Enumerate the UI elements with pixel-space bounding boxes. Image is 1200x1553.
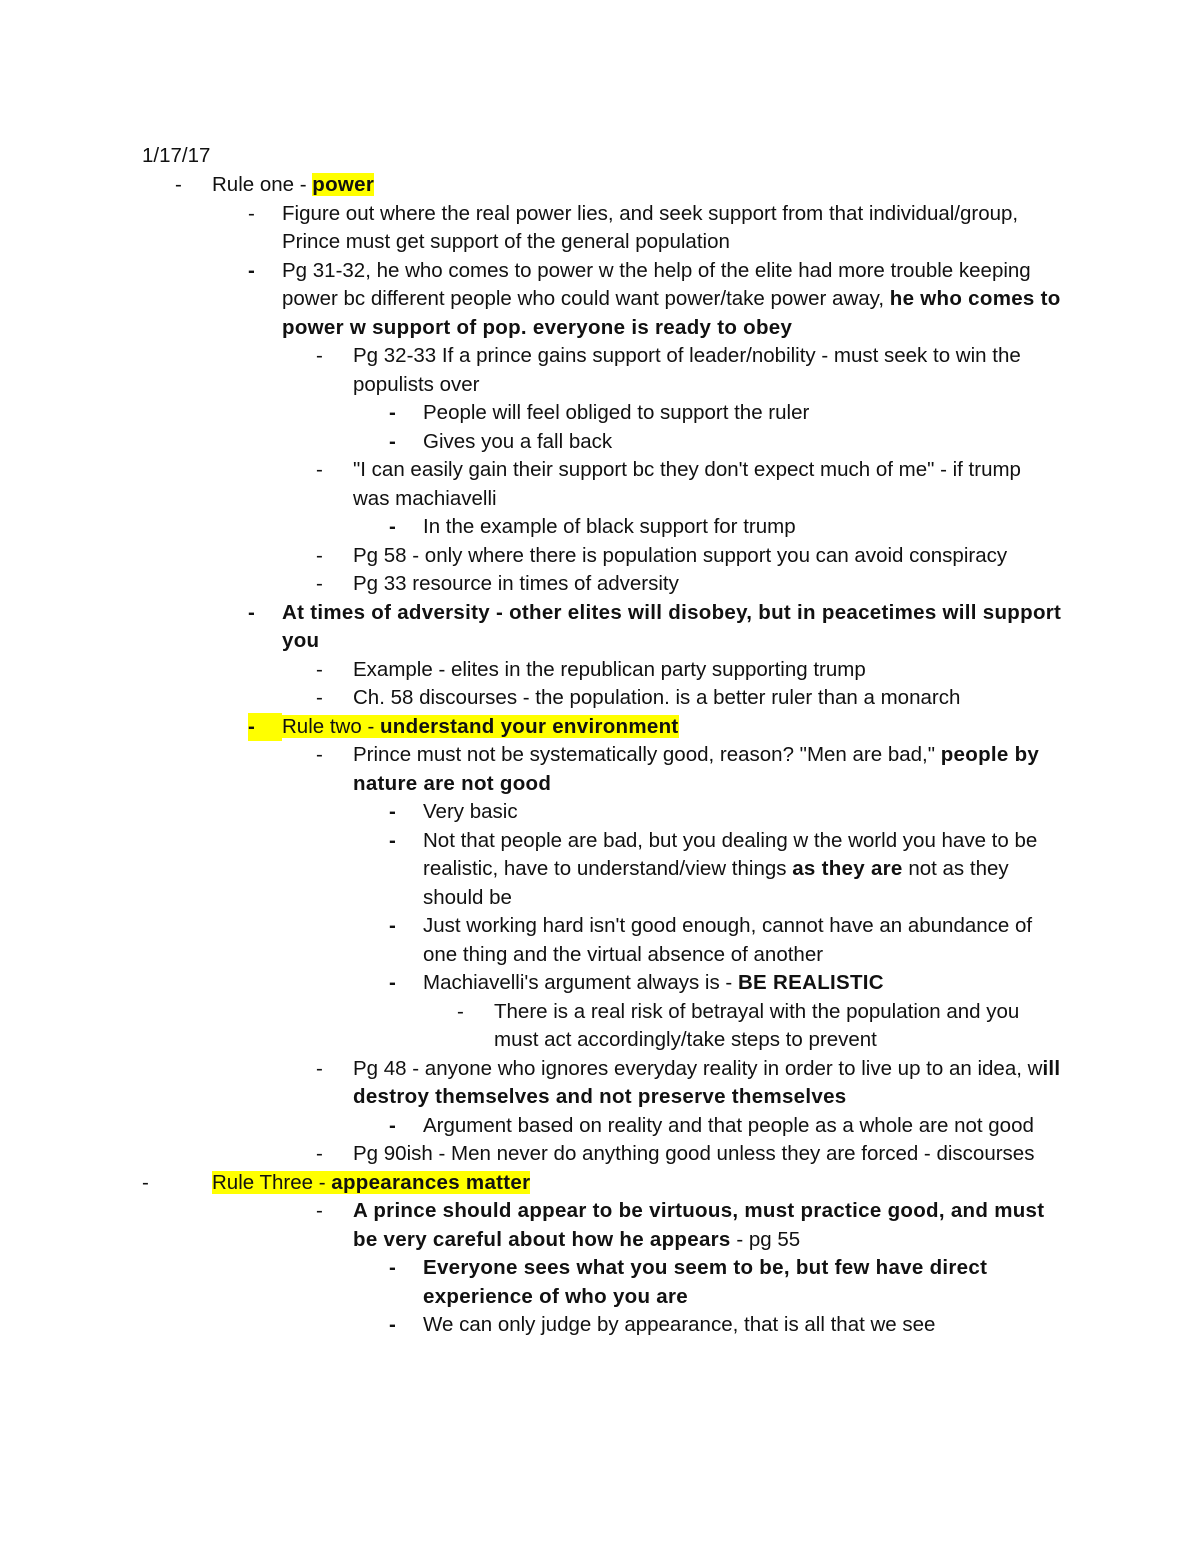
- bullet-dash: -: [316, 743, 323, 766]
- bullet-dash: -: [457, 999, 464, 1023]
- highlighted-text: Rule two -: [282, 714, 380, 738]
- item-text: Very basic: [423, 800, 518, 823]
- item-text: Everyone sees what you seem to be, but few have direct experience of who you are: [423, 1256, 988, 1308]
- item-text: Pg 90ish - Men never do anything good unless they are forced - discourses: [353, 1142, 1035, 1165]
- item-text: ill destroy themselves and not preserve themselves: [353, 1056, 1061, 1108]
- item-text: There is a real risk of betrayal with the population and you must act accordingly/take steps to prevent: [494, 999, 1020, 1051]
- outline-item: [494, 998, 1062, 1055]
- item-text: People will feel obliged to support the ruler: [423, 401, 810, 424]
- bullet-dash: -: [316, 1056, 323, 1080]
- item-text: Pg 58 - only where there is population support you can avoid conspiracy: [353, 543, 1008, 567]
- outline-item: [353, 570, 1062, 599]
- bullet-dash: -: [248, 258, 255, 282]
- item-text: Prince must not be systematically good, reason? "Men are bad,": [353, 743, 941, 766]
- bullet-dash: -: [389, 1113, 396, 1137]
- bullet-dash: -: [389, 429, 396, 453]
- item-text: Pg 33 resource in times of adversity: [353, 572, 679, 595]
- outline-item: [282, 713, 1062, 742]
- outline-item: [282, 599, 1062, 656]
- outline-item: [423, 399, 1062, 428]
- bullet-dash: -: [316, 657, 323, 681]
- item-text: - pg 55: [730, 1227, 801, 1251]
- item-text: In the example of black support for trump: [423, 515, 796, 538]
- item-text: Just working hard isn't good enough, cannot have an abundance of one thing and the virtual absence of another: [423, 914, 1033, 966]
- bullet-dash: -: [389, 828, 396, 852]
- bullet-dash: -: [389, 1256, 396, 1279]
- item-text: Pg 32-33 If a prince gains support of leader/nobility - must seek to win the populists over: [353, 344, 1021, 396]
- highlighted-text: power: [312, 173, 375, 196]
- outline-item: [353, 1140, 1062, 1169]
- item-text: not as they should be: [423, 857, 1009, 909]
- outline-item: [353, 342, 1062, 399]
- bullet-dash: -: [316, 1142, 323, 1165]
- item-text: At times of adversity - other elites will disobey, but in peacetimes will support you: [282, 600, 1062, 652]
- item-text: Pg 48 - anyone who ignores everyday reality in order to live up to an idea, w: [353, 1056, 1043, 1080]
- outline-item: [353, 656, 1062, 685]
- item-text: BE REALISTIC: [737, 971, 884, 994]
- item-text: Pg 31-32, he who comes to power w the help of the elite had more trouble keeping power bc different people who could want power/take power away,: [282, 258, 1031, 310]
- item-text: he who comes to power w support of pop. everyone is ready to obey: [282, 287, 1061, 339]
- outline-item: [282, 200, 1062, 257]
- bullet-dash: -: [248, 600, 255, 624]
- item-text: Example - elites in the republican party supporting trump: [353, 657, 866, 681]
- highlighted-text: Rule Three -: [212, 1170, 332, 1194]
- outline-item: [353, 1055, 1062, 1112]
- bullet-dash: -: [248, 201, 255, 225]
- bullet-dash: -: [389, 800, 396, 823]
- highlighted-text: appearances matter: [331, 1170, 531, 1194]
- bullet-dash: -: [389, 401, 396, 424]
- highlighted-text: understand your environment: [379, 714, 679, 738]
- outline-item: [423, 513, 1062, 542]
- item-text: Ch. 58 discourses - the population. is a better ruler than a monarch: [353, 686, 961, 709]
- item-text: Rule one -: [212, 173, 313, 196]
- outline-item: [353, 684, 1062, 713]
- item-text: people by nature are not good: [353, 743, 1040, 795]
- bullet-dash: -: [389, 515, 396, 538]
- bullet-dash: -: [316, 344, 323, 367]
- bullet-dash: -: [316, 1199, 323, 1222]
- bullet-dash: -: [389, 971, 396, 994]
- outline-item: [212, 1169, 1062, 1198]
- item-text: Argument based on reality and that people as a whole are not good: [423, 1113, 1034, 1137]
- item-text: Figure out where the real power lies, and seek support from that individual/group, Prince must get support of the general population: [282, 201, 1019, 253]
- item-text: Gives you a fall back: [423, 429, 613, 453]
- bullet-dash: -: [389, 1313, 396, 1336]
- item-text: Machiavelli's argument always is -: [423, 971, 738, 994]
- outline-item: [423, 1112, 1062, 1141]
- bullet-dash: -: [316, 543, 323, 567]
- outline-item: [353, 1197, 1062, 1254]
- outline-item: [423, 798, 1062, 827]
- outline-item: [353, 542, 1062, 571]
- item-text: A prince should appear to be virtuous, must practice good, and must be very careful about how he appears: [353, 1199, 1045, 1251]
- bullet-dash: -: [248, 713, 282, 742]
- bullet-dash: -: [316, 458, 323, 481]
- item-text: Not that people are bad, but you dealing w the world you have to be realistic, have to understand/view things: [423, 828, 1038, 880]
- outline-item: [423, 428, 1062, 457]
- outline-item: [423, 969, 1062, 998]
- outline-item: [282, 257, 1062, 343]
- bullet-dash: -: [142, 1170, 149, 1194]
- note-date: 1/17/17: [142, 144, 211, 167]
- bullet-dash: -: [316, 572, 323, 595]
- bullet-dash: -: [316, 686, 323, 709]
- outline-item: [423, 1254, 1062, 1311]
- outline-item: [423, 912, 1062, 969]
- outline-item: [423, 827, 1062, 913]
- item-text: as they are: [792, 857, 903, 880]
- item-text: "I can easily gain their support bc they don't expect much of me" - if trump was machiavelli: [353, 458, 1021, 510]
- outline-item: [353, 456, 1062, 513]
- bullet-dash: -: [175, 173, 182, 196]
- outline-item: [353, 741, 1062, 798]
- item-text: We can only judge by appearance, that is all that we see: [423, 1313, 936, 1336]
- outline-item: [423, 1311, 1062, 1340]
- outline-item: [212, 171, 1062, 200]
- bullet-dash: -: [389, 914, 396, 937]
